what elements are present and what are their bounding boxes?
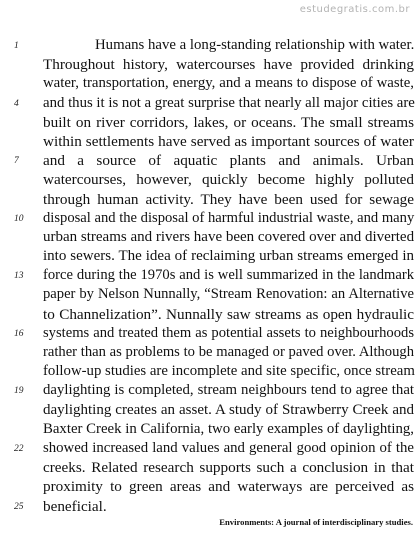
line-text: water, transportation, energy, and a means to dispose of waste,	[43, 75, 414, 92]
line-text: within settlements have served as important sources of water	[43, 132, 414, 150]
line-number: 19	[14, 386, 24, 397]
passage-line	[0, 55, 416, 74]
passage-line	[0, 381, 416, 400]
line-text: Throughout history, watercourses have provided drinking	[43, 56, 414, 74]
line-text: daylighting creates an asset. A study of Strawberry Creek and	[43, 401, 414, 418]
line-text: showed increased land values and general good opinion of the	[43, 439, 414, 456]
passage-line	[0, 362, 416, 381]
line-text: follow-up studies are incomplete and site specific, once stream	[43, 363, 415, 380]
reading-passage	[0, 36, 416, 516]
line-text: and a source of aquatic plants and animals. Urban	[43, 152, 414, 170]
line-number: 16	[14, 328, 24, 339]
site-watermark: estudegratis.com.br	[299, 4, 410, 15]
passage-line	[0, 343, 416, 362]
passage-line	[0, 401, 416, 420]
passage-line	[0, 113, 416, 132]
passage-line	[0, 305, 416, 324]
line-text: paper by Nelson Nunnally, “Stream Renovation: an Alternative	[43, 286, 414, 303]
line-text: to Channelization”. Nunnally saw streams as open hydraulic	[43, 305, 414, 323]
passage-line	[0, 477, 416, 496]
line-text: built on river corridors, lakes, or oceans. The small streams	[43, 113, 414, 131]
line-text: and thus it is not a great surprise that nearly all major cities are	[43, 94, 415, 111]
line-text: into sewers. The idea of reclaiming urban streams emerged in	[43, 248, 414, 265]
line-number: 4	[14, 98, 19, 109]
line-text: daylighting is completed, stream neighbours tend to agree that	[43, 382, 414, 399]
line-number: 7	[14, 156, 19, 167]
passage-line	[0, 132, 416, 151]
line-text: urban streams and rivers have been covered over and diverted	[43, 228, 415, 245]
passage-line	[0, 170, 416, 189]
line-text: rather than as problems to be managed or paved over. Although	[43, 344, 414, 360]
passage-line	[0, 324, 416, 343]
passage-line	[0, 439, 416, 458]
line-text: proximity to green areas and waterways are perceived as	[43, 478, 414, 496]
line-text: beneficial.	[43, 497, 107, 515]
line-number: 13	[14, 271, 24, 282]
line-number: 22	[14, 443, 24, 454]
passage-line	[0, 458, 416, 477]
passage-line	[0, 228, 416, 247]
line-text: watercourses, however, quickly become highly polluted	[43, 171, 414, 189]
passage-line	[0, 285, 416, 304]
line-number: 10	[14, 213, 24, 224]
line-text: disposal and the disposal of harmful industrial waste, and many	[43, 209, 415, 226]
source-citation: Environments: A journal of interdisciplinary studies.	[219, 517, 413, 527]
line-text: creeks. Related research supports such a conclusion in that	[43, 459, 414, 477]
line-text: Humans have a long-standing relationship with water.	[95, 37, 415, 53]
passage-line	[0, 151, 416, 170]
line-text: systems and treated them as potential assets to neighbourhoods	[43, 324, 414, 341]
passage-line	[0, 420, 416, 439]
passage-line	[0, 190, 416, 209]
passage-line	[0, 74, 416, 93]
line-number: 1	[14, 41, 19, 51]
passage-line	[0, 247, 416, 266]
passage-line	[0, 266, 416, 285]
passage-line	[0, 497, 416, 516]
passage-line	[0, 94, 416, 113]
line-text: Baxter Creek in California, two early examples of daylighting,	[43, 420, 414, 437]
line-text: force during the 1970s and is well summarized in the landmark	[43, 267, 414, 284]
passage-line	[0, 209, 416, 228]
line-text: through human activity. They have been used for sewage	[43, 190, 414, 208]
line-number: 25	[14, 501, 24, 512]
passage-line	[0, 36, 416, 55]
